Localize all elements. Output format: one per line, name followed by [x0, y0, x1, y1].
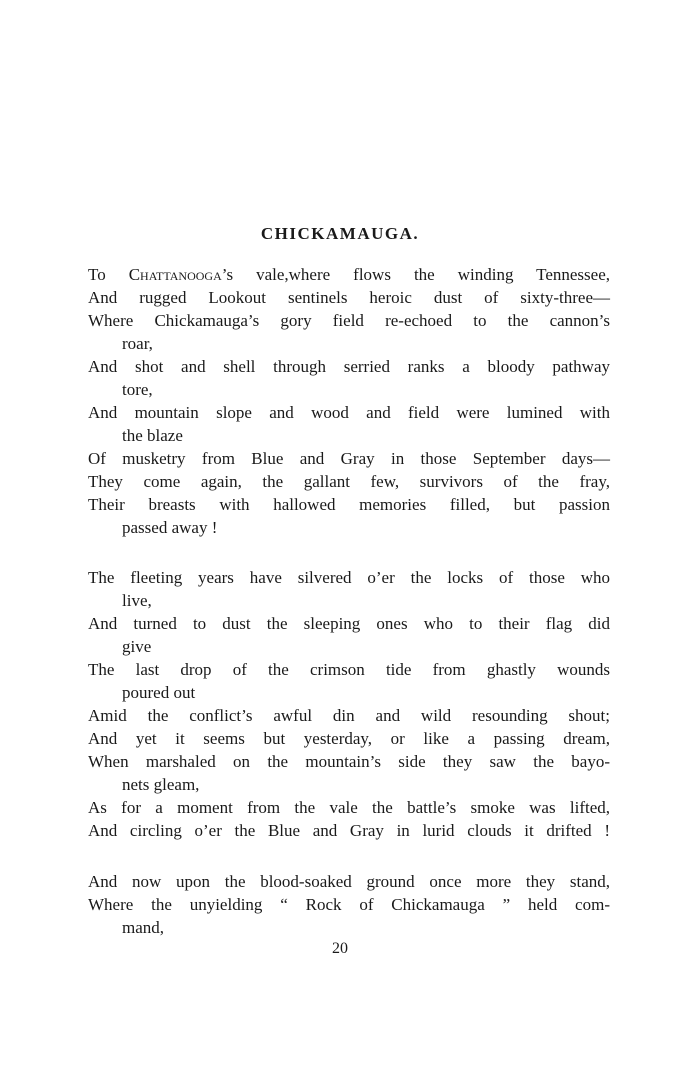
poem-line-continuation: the blaze	[122, 426, 183, 445]
poem-title: CHICKAMAUGA.	[260, 224, 420, 243]
poem-line-continuation: give	[122, 637, 152, 656]
poem-line: And mountain slope and wood and field were lumined with	[88, 403, 610, 422]
line-lead: To	[88, 265, 129, 284]
poem-line: When marshaled on the mountain’s side they saw the bayo-	[88, 752, 610, 771]
poem-line-continuation: mand,	[122, 918, 165, 937]
page-number: 20	[332, 940, 348, 957]
poem-line: And shot and shell through serried ranks a bloody pathway	[88, 357, 610, 376]
poem-line: Where the unyielding “ Rock of Chickamauga ” held com-	[88, 895, 610, 914]
poem-line: And turned to dust the sleeping ones who to their flag did	[88, 614, 610, 633]
poem-line-continuation: live,	[122, 591, 152, 610]
poem-line-continuation: passed away !	[122, 518, 218, 537]
poem-line: They come again, the gallant few, survivors of the fray,	[88, 472, 610, 491]
poem-line-continuation: roar,	[122, 334, 153, 353]
poem-line: Their breasts with hallowed memories filled, but passion	[88, 495, 610, 514]
poem-line: And yet it seems but yesterday, or like a passing dream,	[88, 729, 610, 748]
poem-line-continuation: tore,	[122, 380, 153, 399]
poem-line-continuation: nets gleam,	[122, 775, 200, 794]
poem-line: The fleeting years have silvered o’er the locks of those who	[88, 568, 610, 587]
line-text: ’s vale,where flows the winding Tennessee,	[221, 265, 610, 284]
poem-line: And rugged Lookout sentinels heroic dust of sixty-three—	[88, 288, 610, 307]
line-smallcaps: Chattanooga	[128, 265, 222, 284]
poem-line: Of musketry from Blue and Gray in those September days—	[88, 449, 610, 468]
poem-line: Amid the conflict’s awful din and wild resounding shout;	[88, 706, 610, 725]
poem-line: Where Chickamauga’s gory field re-echoed to the cannon’s	[88, 311, 610, 330]
poem-line: As for a moment from the vale the battle’s smoke was lifted,	[88, 798, 610, 817]
poem-line: The last drop of the crimson tide from ghastly wounds	[88, 660, 610, 679]
poem-line-1	[88, 264, 610, 286]
poem-line: And now upon the blood-soaked ground once more they stand,	[88, 872, 610, 891]
poem-line: And circling o’er the Blue and Gray in lurid clouds it drifted !	[88, 821, 610, 840]
poem-line-continuation: poured out	[122, 683, 196, 702]
